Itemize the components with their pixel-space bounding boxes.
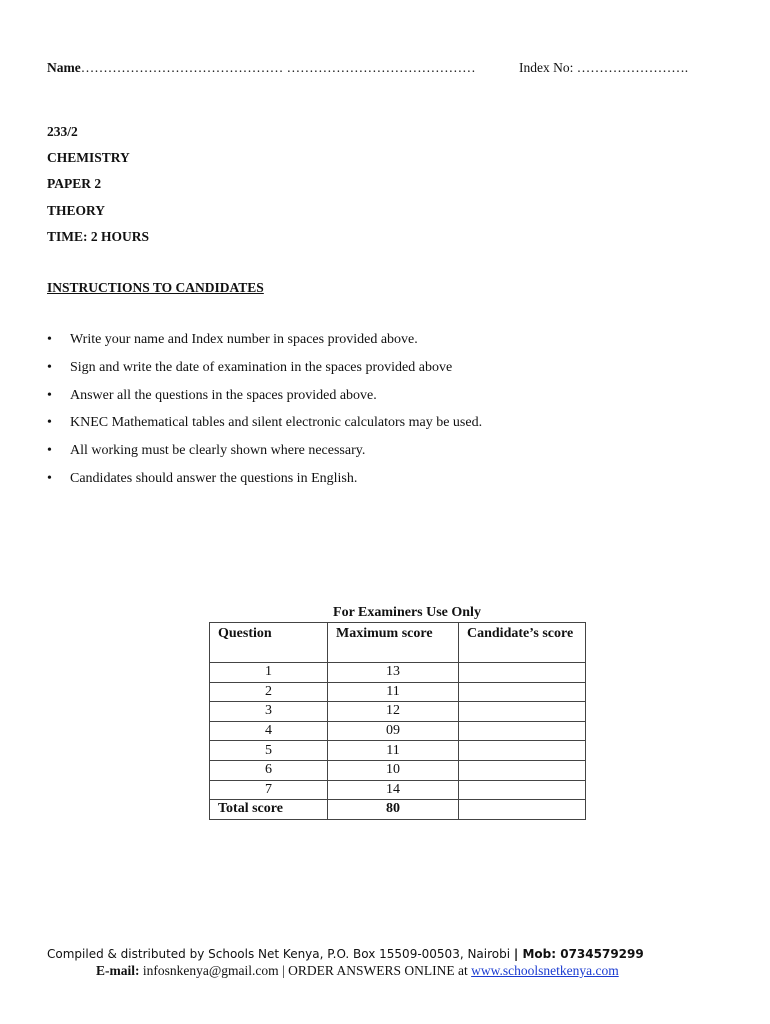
- table-header-row: [210, 623, 586, 663]
- max-score: 14: [328, 780, 459, 800]
- paper-header: [47, 122, 149, 253]
- question-number: 5: [210, 741, 328, 761]
- instructions-title: INSTRUCTIONS TO CANDIDATES: [47, 280, 264, 295]
- bullet-icon: •: [47, 415, 52, 431]
- paper-number: PAPER 2: [47, 176, 102, 192]
- total-row: [210, 800, 586, 820]
- total-candidate-score-cell[interactable]: [459, 800, 586, 820]
- table-row: [210, 721, 586, 741]
- index-number-field[interactable]: Index No: …………………….: [519, 60, 689, 75]
- candidate-score-cell[interactable]: [459, 721, 586, 741]
- question-number: 4: [210, 721, 328, 741]
- footer-website-link[interactable]: www.schoolsnetkenya.com: [471, 963, 619, 978]
- candidate-score-cell[interactable]: [459, 682, 586, 702]
- table-row: [210, 760, 586, 780]
- name-label: Name: [47, 60, 81, 75]
- footer-email-text: infosnkenya@gmail.com | ORDER ANSWERS ONLINE at: [139, 963, 472, 978]
- bullet-icon: •: [47, 387, 52, 403]
- instruction-text: KNEC Mathematical tables and silent electronic calculators may be used.: [70, 415, 483, 431]
- total-max-score: 80: [328, 800, 459, 820]
- max-score: 13: [328, 663, 459, 683]
- header-max-score: Maximum score: [328, 623, 459, 663]
- name-blank[interactable]: ……………………………………… ……………………………………: [80, 60, 476, 75]
- candidate-score-cell[interactable]: [459, 741, 586, 761]
- question-number: 7: [210, 780, 328, 800]
- max-score: 10: [328, 760, 459, 780]
- header-question: Question: [210, 623, 328, 663]
- table-row: [210, 780, 586, 800]
- table-row: [210, 702, 586, 722]
- footer-mobile: | Mob: 0734579299: [513, 947, 644, 961]
- instruction-text: Answer all the questions in the spaces provided above.: [70, 387, 377, 403]
- instruction-text: Sign and write the date of examination in the spaces provided above: [70, 359, 453, 375]
- examiner-score-table: [209, 622, 586, 820]
- candidate-score-cell[interactable]: [459, 663, 586, 683]
- question-number: 1: [210, 663, 328, 683]
- footer-distributor-text: Compiled & distributed by Schools Net Kenya, P.O. Box 15509-00503, Nairobi: [47, 947, 514, 961]
- footer-distribution-line: [47, 947, 644, 961]
- max-score: 09: [328, 721, 459, 741]
- bullet-icon: •: [47, 359, 52, 375]
- bullet-icon: •: [47, 332, 52, 347]
- max-score: 11: [328, 682, 459, 702]
- candidate-score-cell[interactable]: [459, 780, 586, 800]
- subject-title: CHEMISTRY: [47, 150, 130, 166]
- instruction-text: Candidates should answer the questions in English.: [70, 470, 358, 486]
- time-allowed: TIME: 2 HOURS: [47, 228, 150, 244]
- total-label: Total score: [210, 800, 328, 820]
- bullet-icon: •: [47, 470, 52, 486]
- bullet-icon: •: [47, 443, 52, 459]
- candidate-score-cell[interactable]: [459, 702, 586, 722]
- header-candidate-score: Candidate’s score: [459, 623, 586, 663]
- footer-contact-line: [96, 963, 619, 979]
- max-score: 12: [328, 702, 459, 722]
- name-field-line: [47, 60, 476, 76]
- candidate-score-cell[interactable]: [459, 760, 586, 780]
- instruction-text: Write your name and Index number in spaces provided above.: [70, 332, 418, 347]
- table-row: [210, 663, 586, 683]
- question-number: 2: [210, 682, 328, 702]
- table-row: [210, 741, 586, 761]
- question-number: 3: [210, 702, 328, 722]
- question-number: 6: [210, 760, 328, 780]
- paper-code: 233/2: [47, 124, 78, 139]
- table-row: [210, 682, 586, 702]
- max-score: 11: [328, 741, 459, 761]
- instruction-text: All working must be clearly shown where necessary.: [70, 443, 366, 459]
- footer-email-label: E-mail:: [96, 963, 140, 978]
- paper-type: THEORY: [47, 202, 106, 218]
- examiner-table-caption: For Examiners Use Only: [333, 605, 481, 620]
